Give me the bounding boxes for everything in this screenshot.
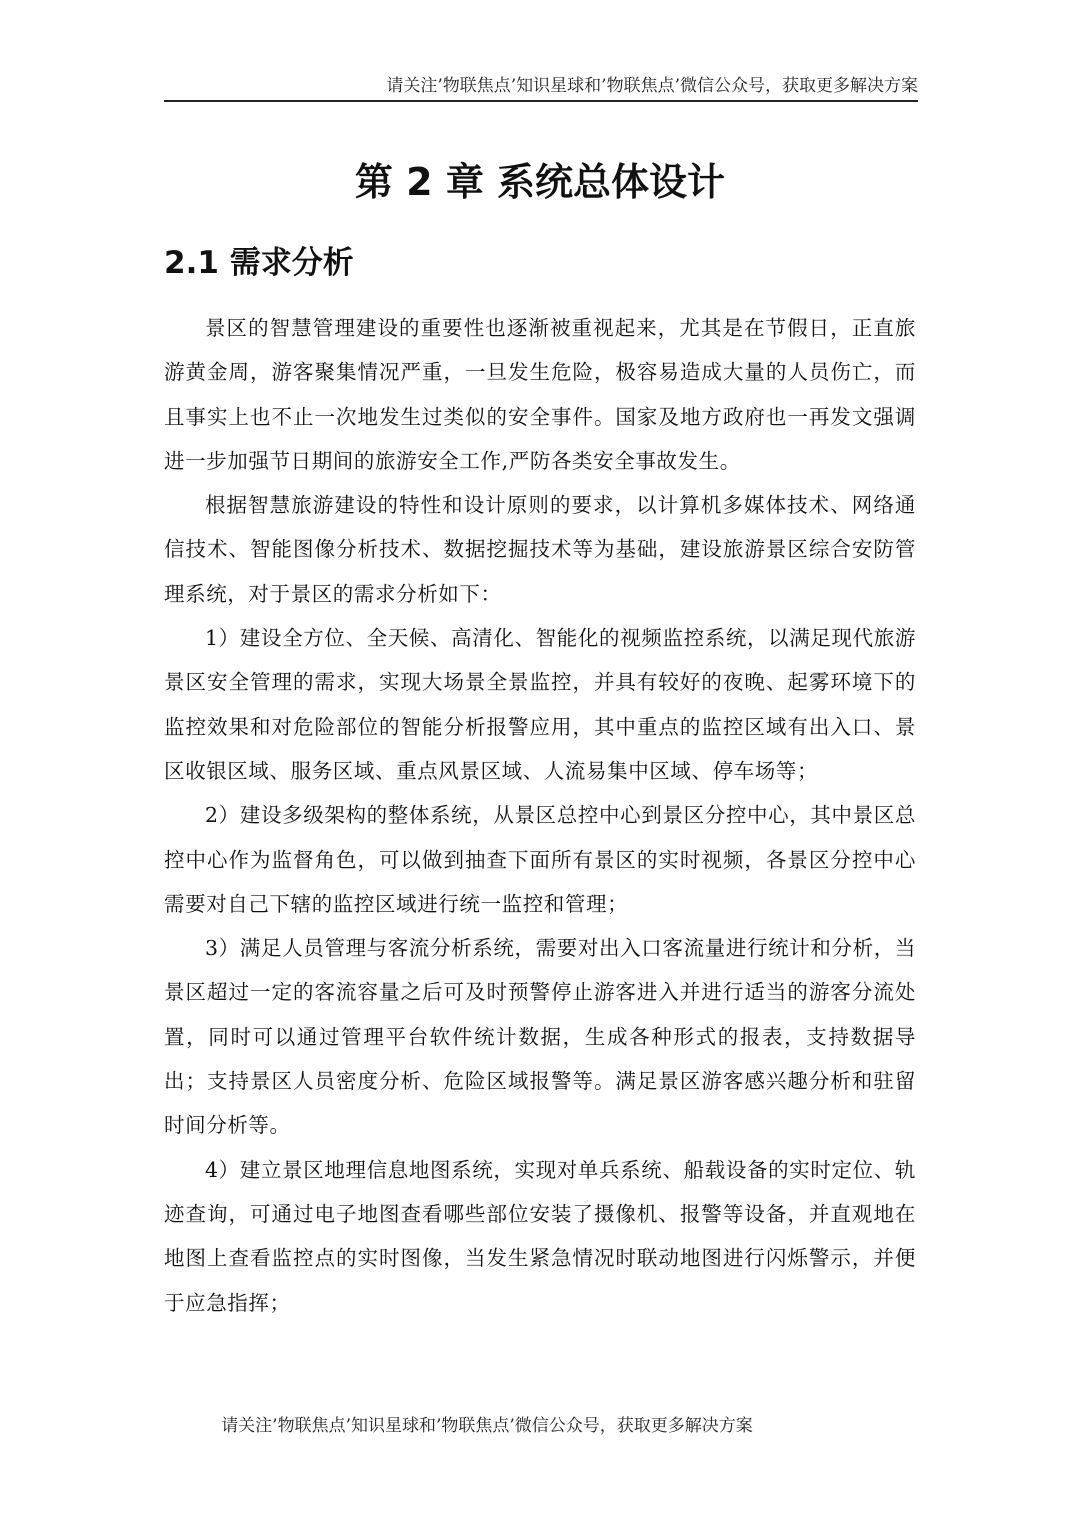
paragraph-requirement-1: 1）建设全方位、全天候、高清化、智能化的视频监控系统，以满足现代旅游景区安全管理的需求，实现大场景全景监控，并具有较好的夜晚、起雾环境下的监控效果和对危险部位的智能分析报警应用，其中重点的监控区域有出入口、景区收银区域、服务区域、重点风景区域、人流易集中区域、停车场等； [164, 626, 916, 783]
paragraph-intro: 景区的智慧管理建设的重要性也逐渐被重视起来，尤其是在节假日，正直旅游黄金周，游客聚集情况严重，一旦发生危险，极容易造成大量的人员伤亡，而且事实上也不止一次地发生过类似的安全事件。国家及地方政府也一再发文强调进一步加强节日期间的旅游安全工作,严防各类安全事故发生。 [164, 316, 916, 473]
chapter-title: 第 2 章 系统总体设计 [354, 160, 726, 204]
header-text: 请关注’物联焦点’知识星球和’物联焦点’微信公众号，获取更多解决方案 [386, 76, 918, 96]
paragraph-requirement-3: 3）满足人员管理与客流分析系统，需要对出入口客流量进行统计和分析，当景区超过一定的客流容量之后可及时预警停止游客进入并进行适当的游客分流处置，同时可以通过管理平台软件统计数据，生成各种形式的报表，支持数据导出；支持景区人员密度分析、危险区域报警等。满足景区游客感兴趣分析和驻留时间分析等。 [164, 936, 916, 1138]
page-footer [0, 1412, 1080, 1440]
section-title: 2.1 需求分析 [164, 245, 354, 281]
paragraph-requirements-lead: 根据智慧旅游建设的特性和设计原则的要求，以计算机多媒体技术、网络通信技术、智能图像分析技术、数据挖掘技术等为基础，建设旅游景区综合安防管理系统，对于景区的需求分析如下： [164, 493, 916, 606]
paragraph-requirement-2: 2）建设多级架构的整体系统，从景区总控中心到景区分控中心，其中景区总控中心作为监督角色，可以做到抽查下面所有景区的实时视频，各景区分控中心需要对自己下辖的监控区域进行统一监控和管理； [164, 803, 916, 916]
paragraph-requirement-4: 4）建立景区地理信息地图系统，实现对单兵系统、船载设备的实时定位、轨迹查询，可通过电子地图查看哪些部位安装了摄像机、报警等设备，并直观地在地图上查看监控点的实时图像，当发生紧急情况时联动地图进行闪烁警示，并便于应急指挥； [164, 1157, 916, 1315]
footer-text: 请关注’物联焦点’知识星球和’物联焦点’微信公众号，获取更多解决方案 [221, 1416, 753, 1436]
document-body [164, 306, 916, 1325]
page-header [164, 72, 918, 102]
